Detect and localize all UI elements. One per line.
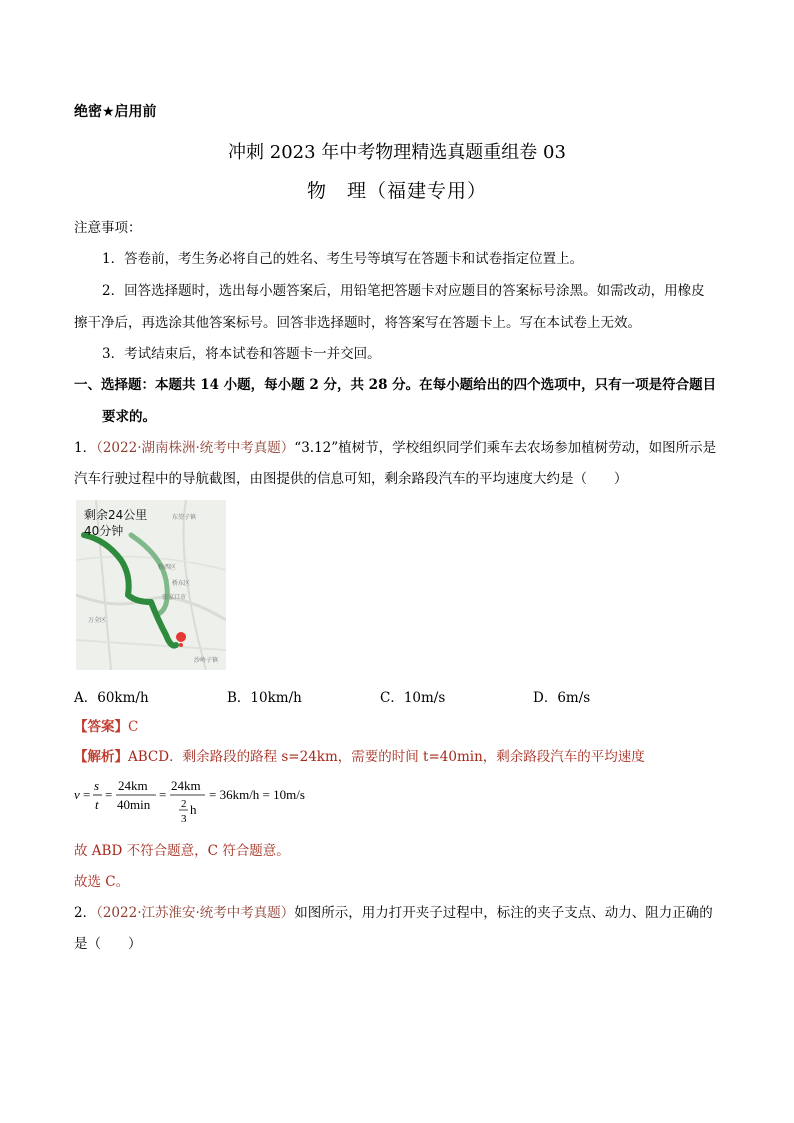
map-place-label: 万全区 — [88, 617, 107, 624]
question-2-line-2: 是（ ） — [74, 936, 142, 952]
notes-item-2-line-1: 2．回答选择题时，选出每小题答案后，用铅笔把答题卡对应题目的答案标号涂黑。如需改动，用橡皮 — [102, 283, 705, 299]
option-b: B．10km/h — [227, 690, 302, 706]
answer-label: 【答案】 — [74, 719, 128, 735]
formula-num-1: 24km — [118, 778, 148, 793]
map-place-label: 桥西区 — [158, 564, 177, 571]
map-place-label: 桥东区 — [172, 580, 191, 587]
section-heading-line-2: 要求的。 — [102, 409, 156, 425]
notes-heading: 注意事项： — [74, 220, 142, 236]
formula-result: = 36km/h = 10m/s — [209, 787, 305, 802]
formula-eq: = — [83, 787, 91, 802]
question-text: “3.12”植树节，学校组织同学们乘车去农场参加植树劳动，如图所示是 — [294, 440, 717, 456]
formula-num-2: 24km — [171, 778, 201, 793]
question-source: （2022·江苏淮安·统考中考真题） — [96, 905, 295, 921]
map-time-label: 40分钟 — [84, 524, 124, 538]
notes-item-2-line-2: 擦干净后，再选涂其他答案标号。回答非选择题时，将答案写在答题卡上。写在本试卷上无效。 — [74, 315, 641, 331]
formula-s: s — [94, 778, 100, 793]
speed-formula — [74, 774, 334, 834]
conclusion-1: 故 ABD 不符合题意，C 符合题意。 — [74, 843, 290, 859]
option-c: C．10m/s — [380, 690, 446, 706]
question-number: 2． — [74, 905, 97, 921]
formula-v: v — [74, 787, 80, 802]
formula-t: t — [95, 797, 99, 812]
option-a: A．60km/h — [74, 690, 149, 706]
formula-den-1: 40min — [117, 797, 151, 812]
map-place-label: 东望子镇 — [172, 514, 197, 521]
question-source: （2022·湖南株洲·统考中考真题） — [96, 440, 295, 456]
option-d: D．6m/s — [533, 690, 591, 706]
answer-value: C — [128, 719, 139, 735]
exam-subtitle: 物 理（福建专用） — [306, 180, 487, 202]
question-1-line-1 — [74, 437, 716, 459]
map-place-label: 沙岭子镇 — [194, 657, 219, 664]
formula-frac-d: 3 — [181, 813, 187, 825]
analysis-text: ABCD．剩余路段的路程 s=24km，需要的时间 t=40min，剩余路段汽车的平均速度 — [128, 749, 645, 765]
formula-unit-h: h — [190, 802, 197, 817]
map-distance-label: 剩余24公里 — [84, 508, 148, 522]
formula-eq-3: = — [159, 787, 167, 802]
map-place-label: 张家口市 — [162, 594, 187, 601]
question-2-line-1 — [74, 902, 713, 924]
notes-item-1: 1．答卷前，考生务必将自己的姓名、考生号等填写在答题卡和试卷指定位置上。 — [102, 251, 584, 267]
analysis-line — [74, 746, 645, 768]
question-1-line-2: 汽车行驶过程中的导航截图，由图提供的信息可知，剩余路段汽车的平均速度大约是（ ） — [74, 471, 628, 487]
confidential-mark: 绝密★启用前 — [74, 104, 157, 120]
analysis-label: 【解析】 — [74, 749, 128, 765]
question-text: 如图所示，用力打开夹子过程中，标注的夹子支点、动力、阻力正确的 — [294, 905, 713, 921]
formula-eq-2: = — [105, 787, 113, 802]
section-heading-line-1: 一、选择题：本题共 14 小题，每小题 2 分，共 28 分。在每小题给出的四个选项中，只有一项是符合题目 — [74, 377, 717, 393]
question-number: 1． — [74, 440, 97, 456]
notes-item-3: 3．考试结束后，将本试卷和答题卡一并交回。 — [102, 346, 381, 362]
answer-line — [74, 716, 138, 738]
conclusion-2: 故选 C。 — [74, 874, 130, 890]
exam-title: 冲刺 2023 年中考物理精选真题重组卷 03 — [228, 142, 566, 163]
navigation-map-image — [76, 500, 226, 670]
formula-frac-n: 2 — [181, 798, 187, 810]
